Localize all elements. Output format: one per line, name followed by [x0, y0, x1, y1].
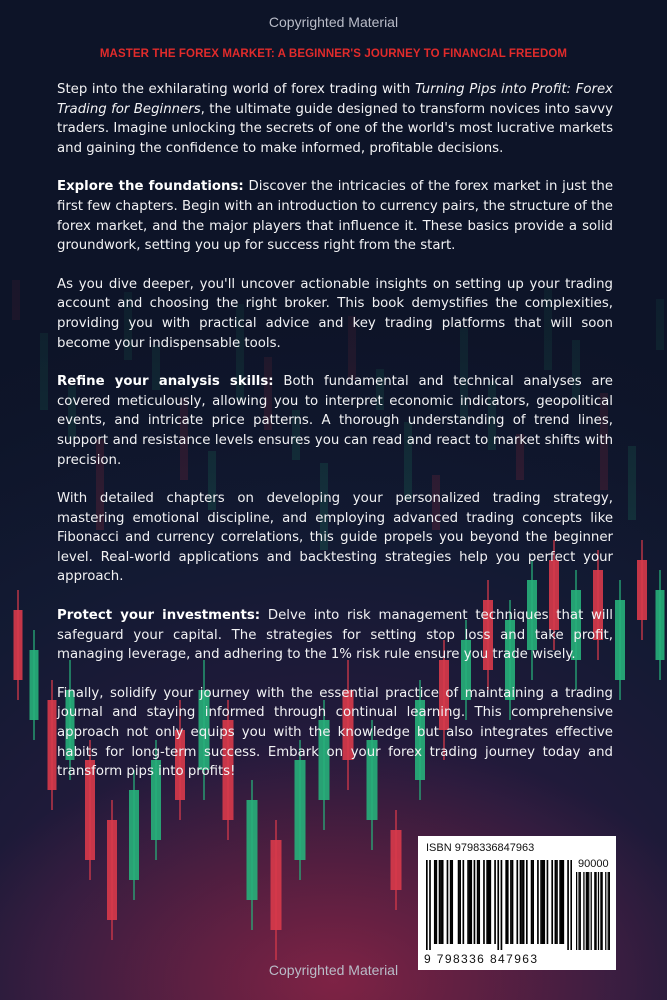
paragraph-intro — [57, 80, 613, 158]
barcode-bar — [451, 860, 453, 944]
candle-body — [107, 820, 117, 920]
price-bar — [598, 872, 599, 950]
price-bar — [609, 872, 610, 950]
candle-body — [30, 650, 39, 720]
barcode-bar — [478, 860, 480, 944]
barcode-bar — [447, 860, 449, 944]
price-bar — [605, 872, 606, 950]
analysis-body: Both fundamental and technical analyses are covered meticulously, allowing you to interpret economic indicators, geopolitical events, and intricate price patterns. A thorough understanding of trend lines, support and resistance levels ensures you can read and react to market shifts with precision. — [57, 374, 613, 468]
barcode-bar — [440, 860, 442, 944]
foundations-lead: Explore the foundations: — [57, 179, 244, 195]
paragraph-analysis — [57, 372, 613, 470]
foundations-body: Discover the intricacies of the forex market in just the first few chapters. Begin with an introduction to currency pairs, the structure of the forex market, and the major players that influence it. These basics provide a solid groundwork, setting you up for success right from the start. — [57, 179, 613, 254]
headline: MASTER THE FOREX MARKET: A BEGINNER'S JOURNEY TO FINANCIAL FREEDOM — [99, 48, 568, 60]
price-bar — [600, 872, 601, 950]
paragraph-protect — [57, 606, 613, 665]
candle-body — [48, 700, 57, 790]
price-bar — [595, 872, 596, 950]
price-bar — [576, 872, 577, 950]
candle-body — [14, 610, 23, 680]
barcode-bar — [567, 860, 569, 950]
barcode-bar — [450, 860, 452, 944]
barcode-bar — [551, 860, 553, 944]
barcode-bar — [470, 860, 472, 944]
barcode-bar — [442, 860, 444, 944]
barcode-bar — [489, 860, 491, 944]
barcode-bar — [486, 860, 488, 944]
barcode-bar — [429, 860, 431, 950]
barcode-bar — [520, 860, 522, 944]
candle-body — [247, 800, 258, 900]
price-bar — [578, 872, 579, 950]
price-bar — [602, 872, 603, 950]
barcode-bar — [516, 860, 518, 944]
barcode-bar — [467, 860, 469, 944]
barcode-bar — [477, 860, 479, 944]
price-bar — [580, 872, 581, 950]
barcode-bar — [542, 860, 544, 944]
barcode-bar — [507, 860, 509, 944]
barcode-bar — [474, 860, 476, 944]
barcode-bar — [463, 860, 465, 944]
barcode-bar — [505, 860, 507, 944]
barcode-panel — [418, 836, 616, 970]
barcode-bar — [501, 860, 503, 950]
barcode-bar — [526, 860, 528, 944]
barcode-bar — [458, 860, 460, 944]
candle-body — [391, 830, 402, 890]
intro-post: , the ultimate guide designed to transform novices into savvy traders. Imagine unlocking the secrets of one of the world's most lucrative markets and gaining the confidence to make informed, profitable decisions. — [57, 101, 614, 156]
candle-body — [271, 840, 282, 930]
copyright-watermark-top: Copyrighted Material — [268, 14, 399, 30]
barcode-bar — [497, 860, 499, 950]
barcode-bar — [439, 860, 441, 944]
barcode-bar — [543, 860, 545, 944]
barcode-bar — [488, 860, 490, 944]
candle-body — [656, 590, 665, 660]
price-bar — [608, 872, 609, 950]
barcode-bar — [570, 860, 572, 950]
barcode-bar — [434, 860, 436, 944]
price-bar — [588, 872, 589, 950]
barcode-digits: 9 798336 847963 — [424, 952, 539, 966]
barcode-bar — [537, 860, 539, 944]
barcode-bar — [540, 860, 542, 944]
paragraph-finally: Finally, solidify your journey with the essential practice of maintaining a trading journal and staying informed through continual learning. This comprehensive approach not only equips you with the knowledge but also integrates effective habits for long-term success. Embark on your forex trading journey today and transform pips into profits! — [57, 685, 613, 780]
blurb-text — [57, 80, 613, 801]
book-title: Turning Pips into Profit: Forex Trading for Beginners — [57, 82, 613, 117]
barcode-bar — [562, 860, 564, 944]
barcode-bar — [531, 860, 533, 944]
protect-body: Delve into risk management techniques that will safeguard your capital. The strategies for setting stop loss and take profit, managing leverage, and adhering to the 1% risk rule ensure you trade wisely. — [57, 608, 614, 663]
price-bar — [583, 872, 584, 950]
barcode-bar — [436, 860, 438, 944]
paragraph-strategy: With detailed chapters on developing your personalized trading strategy, mastering emotional discipline, and employing advanced trading concepts like Fibonacci and currency correlations, this guide propels you beyond the beginner level. Real-world applications and backtesting strategies help you perfect your approach. — [57, 491, 613, 585]
barcode-bar — [523, 860, 525, 944]
price-bar — [586, 872, 587, 950]
ean-barcode — [426, 860, 572, 950]
analysis-lead: Refine your analysis skills: — [57, 374, 274, 390]
candle-body — [615, 600, 625, 680]
intro-pre: Step into the exhilarating world of forex trading with — [57, 82, 415, 97]
barcode-bar — [561, 860, 563, 944]
barcode-bar — [510, 860, 512, 944]
barcode-bar — [547, 860, 549, 944]
candle-body — [637, 560, 647, 620]
copyright-watermark-bottom: Copyrighted Material — [268, 962, 399, 978]
barcode-bar — [555, 860, 557, 944]
price-bar — [587, 872, 588, 950]
barcode-bar — [521, 860, 523, 944]
barcode-bar — [426, 860, 428, 950]
paragraph-dive-deeper: As you dive deeper, you'll uncover actionable insights on setting up your trading account and choosing the right broker. This book demystifies the complexities, providing you with practical advice and key trading platforms that will soon become your indispensable tools. — [57, 276, 613, 351]
candle-body — [129, 790, 139, 880]
barcode-bar — [494, 860, 496, 944]
barcode-bar — [532, 860, 534, 944]
paragraph-foundations — [57, 177, 613, 255]
price-code: 90000 — [578, 858, 609, 870]
isbn-label: ISBN 9798336847963 — [426, 842, 535, 854]
barcode-bar — [459, 860, 461, 944]
price-bar — [591, 872, 592, 950]
barcode-bar — [556, 860, 558, 944]
price-bar — [594, 872, 595, 950]
barcode-bar — [512, 860, 514, 944]
price-barcode — [576, 872, 610, 950]
protect-lead: Protect your investments: — [57, 608, 261, 624]
barcode-bar — [559, 860, 561, 944]
barcode-bar — [469, 860, 471, 944]
barcode-bar — [483, 860, 485, 944]
